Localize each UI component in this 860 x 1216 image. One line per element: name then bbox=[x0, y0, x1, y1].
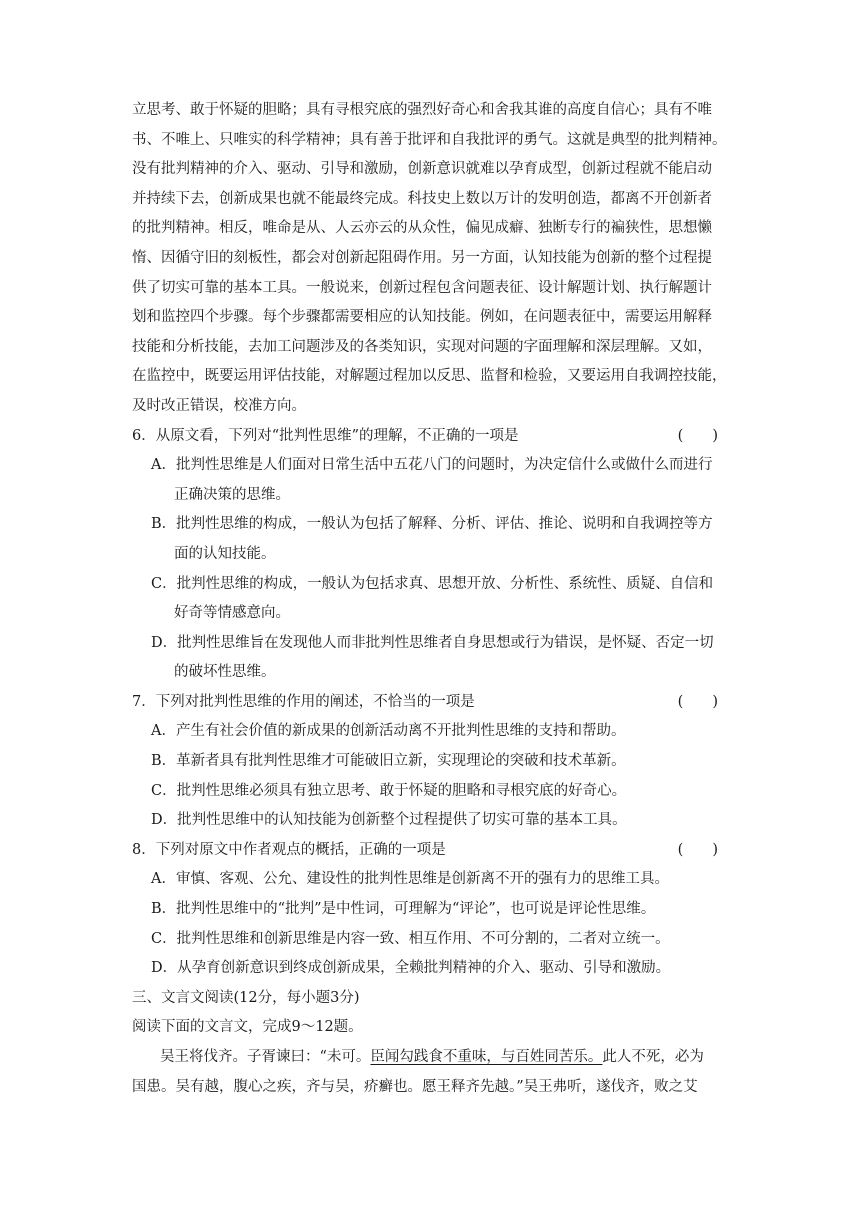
passage-line: 惰、因循守旧的刻板性，都会对创新起阻碍作用。另一方面，认知技能为创新的整个过程提 bbox=[132, 249, 712, 266]
option-c: C．批判性思维的构成，一般认为包括求真、思想开放、分析性、系统性、质疑、自信和 bbox=[151, 575, 714, 592]
passage-line: 供了切实可靠的基本工具。一般说来，创新过程包含问题表征、设计解题计划、执行解题计 bbox=[132, 279, 712, 296]
question-stem-row bbox=[132, 836, 718, 866]
section-instruction: 阅读下面的文言文，完成9～12题。 bbox=[132, 1019, 363, 1036]
option-a: A．批判性思维是人们面对日常生活中五花八门的问题时，为决定信什么或做什么而进行 bbox=[151, 457, 713, 474]
option-b: B．革新者具有批判性思维才可能破旧立新，实现理论的突破和技术革新。 bbox=[151, 753, 626, 770]
answer-blank: ( ) bbox=[677, 427, 718, 444]
passage-line: 并持续下去，创新成果也就不能最终完成。科技史上数以万计的发明创造，都离不开创新者 bbox=[132, 190, 712, 207]
question-stem: 7．下列对批判性思维的作用的阐述，不恰当的一项是 bbox=[132, 693, 475, 710]
passage-line: 及时改正错误，校准方向。 bbox=[132, 397, 306, 414]
option-c: C．批判性思维和创新思维是内容一致、相互作用、不可分割的，二者对立统一。 bbox=[151, 930, 670, 947]
passage-line: 书、不唯上、只唯实的科学精神；具有善于批评和自我批评的勇气。这就是典型的批判精神。 bbox=[132, 131, 727, 148]
passage-line: 在监控中，既要运用评估技能，对解题过程加以反思、监督和检验，又要运用自我调控技能， bbox=[132, 368, 727, 385]
passage bbox=[132, 96, 732, 422]
section-classical-reading bbox=[132, 984, 732, 1102]
document-content bbox=[132, 96, 732, 1102]
passage-line: 立思考、敢于怀疑的胆略；具有寻根究底的强烈好奇心和舍我其谁的高度自信心；具有不唯 bbox=[132, 102, 712, 118]
classical-text-line: 国患。吴有越，腹心之疾，齐与吴，疥癣也。愿王释齐先越。”吴王弗听，遂伐齐，败之艾 bbox=[132, 1078, 698, 1095]
option-a: A．产生有社会价值的新成果的创新活动离不开批判性思维的支持和帮助。 bbox=[151, 723, 626, 740]
question-8 bbox=[132, 836, 732, 984]
classical-text: 此人不死，必为 bbox=[602, 1049, 704, 1065]
answer-blank: ( ) bbox=[677, 841, 718, 858]
classical-text-line bbox=[132, 1043, 732, 1073]
passage-line: 划和监控四个步骤。每个步骤都需要相应的认知技能。例如，在问题表征中，需要运用解释 bbox=[132, 309, 712, 326]
option-d-continued: 的破坏性思维。 bbox=[174, 664, 276, 681]
question-stem-row bbox=[132, 688, 718, 718]
question-stem: 6．从原文看，下列对“批判性思维”的理解，不正确的一项是 bbox=[132, 427, 519, 444]
question-stem-row bbox=[132, 422, 718, 452]
question-7 bbox=[132, 688, 732, 836]
option-d: D．批判性思维中的认知技能为创新整个过程提供了切实可靠的基本工具。 bbox=[151, 812, 627, 829]
passage-line: 没有批判精神的介入、驱动、引导和激励，创新意识就难以孕育成型，创新过程就不能启动 bbox=[132, 161, 712, 178]
option-a-continued: 正确决策的思维。 bbox=[174, 486, 290, 503]
option-c-continued: 好奇等情感意向。 bbox=[174, 605, 290, 622]
option-b: B．批判性思维的构成，一般认为包括了解释、分析、评估、推论、说明和自我调控等方 bbox=[151, 516, 713, 533]
passage-line: 的批判精神。相反，唯命是从、人云亦云的从众性，偏见成癖、独断专行的褊狭性，思想懒 bbox=[132, 220, 712, 237]
option-d: D．从孕育创新意识到终成创新成果，全赖批判精神的介入、驱动、引导和激励。 bbox=[151, 960, 671, 977]
passage-line: 技能和分析技能，去加工问题涉及的各类知识，实现对问题的字面理解和深层理解。又如， bbox=[132, 338, 712, 355]
underlined-sentence: 臣闻勾践食不重味，与百姓同苦乐。 bbox=[370, 1049, 603, 1065]
option-d: D．批判性思维旨在发现他人而非批判性思维者自身思想或行为错误，是怀疑、否定一切 bbox=[151, 634, 714, 651]
answer-blank: ( ) bbox=[677, 693, 718, 710]
option-a: A．审慎、客观、公允、建设性的批判性思维是创新离不开的强有力的思维工具。 bbox=[151, 871, 669, 888]
section-heading: 三、文言文阅读(12分，每小题3分) bbox=[132, 989, 360, 1006]
question-stem: 8．下列对原文中作者观点的概括，正确的一项是 bbox=[132, 841, 446, 858]
classical-text: 吴王将伐齐。子胥谏曰：“未可。 bbox=[160, 1049, 371, 1065]
option-c: C．批判性思维必须具有独立思考、敢于怀疑的胆略和寻根究底的好奇心。 bbox=[151, 782, 627, 799]
question-6 bbox=[132, 422, 732, 688]
option-b: B．批判性思维中的“批判”是中性词，可理解为“评论”，也可说是评论性思维。 bbox=[151, 901, 656, 918]
option-b-continued: 面的认知技能。 bbox=[174, 545, 276, 562]
